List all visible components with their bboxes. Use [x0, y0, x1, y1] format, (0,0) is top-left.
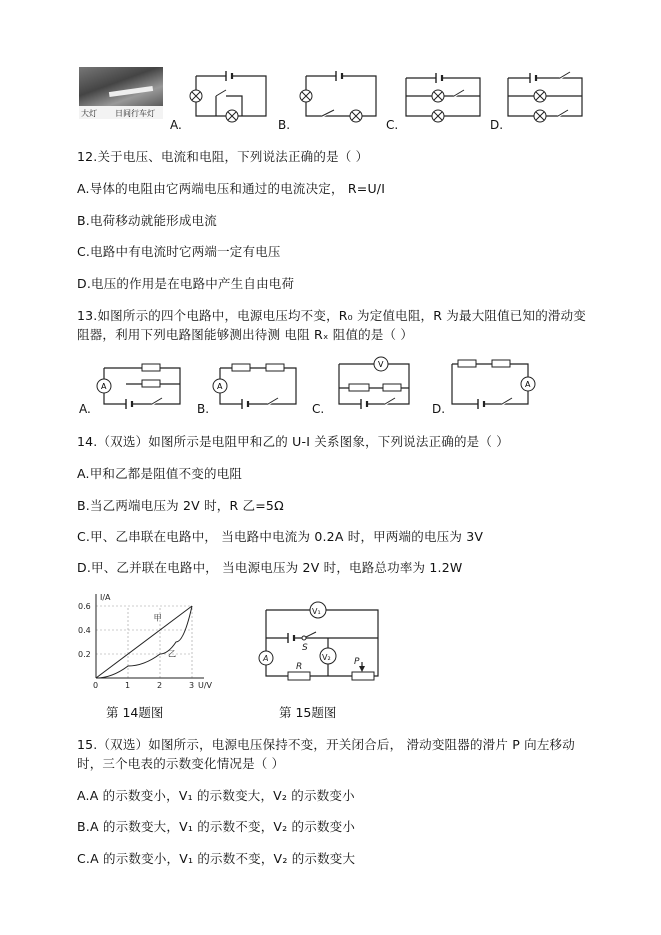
q13-stem-line1: 13.如图所示的四个电路中，电源电压均不变，R₀ 为定值电阻，R 为最大阻值已知的滑动变: [77, 308, 587, 323]
q11-circuit-a: [182, 68, 272, 124]
q11-option-b-label: B.: [278, 118, 291, 132]
q13-option-c-label: C.: [312, 402, 325, 416]
x-tick-label: 0: [93, 681, 99, 690]
x-tick-label: 1: [125, 681, 131, 690]
series-label-yi: 乙: [168, 649, 176, 659]
q15-option-b: B.A 的示数变大，V₁ 的示数不变，V₂ 的示数变小: [77, 819, 356, 834]
q11-option-c-label: C.: [386, 118, 399, 132]
q14-option-c: C.甲、乙串联在电路中， 当电路中电流为 0.2A 时，甲两端的电压为 3V: [77, 529, 484, 544]
q13-option-b-label: B.: [197, 402, 210, 416]
q13-circuit-d: [442, 356, 538, 412]
q15-stem-line2: 时，三个电表的示数变化情况是（ ）: [77, 756, 285, 771]
q13-circuit-c: [325, 356, 417, 412]
q12-option-a: A.导体的电阻由它两端电压和通过的电流决定， R=U/I: [77, 181, 386, 196]
q15-option-c: C.A 的示数变小，V₁ 的示数不变，V₂ 的示数变大: [77, 851, 356, 866]
svg-text:V: V: [378, 360, 384, 369]
q13-stem-line2: 阻器，利用下列电路图能够测出待测 电阻 Rₓ 阻值的是（ ）: [77, 327, 414, 342]
q11-option-d-label: D.: [490, 118, 504, 132]
fig15-v2-label: V₂: [322, 653, 331, 662]
q13-circuit-b: [208, 362, 300, 412]
q15-option-a: A.A 的示数变小，V₁ 的示数变大，V₂ 的示数变小: [77, 788, 355, 803]
q12-stem: 12.关于电压、电流和电阻，下列说法正确的是（ ）: [77, 149, 369, 164]
y-tick-label: 0.6: [78, 602, 91, 611]
fig15-caption: 第 15题图: [279, 705, 337, 720]
photo-caption-right: 日间行车灯: [115, 109, 155, 118]
q14-option-d: D.甲、乙并联在电路中， 当电源电压为 2V 时，电路总功率为 1.2W: [77, 560, 463, 575]
q11-circuit-c: [398, 64, 488, 126]
q11-circuit-b: [292, 68, 382, 124]
q13-option-a-label: A.: [79, 402, 91, 416]
svg-text:A: A: [525, 380, 531, 389]
q14-option-a: A.甲和乙都是阻值不变的电阻: [77, 466, 243, 481]
q11-circuit-d: [500, 64, 590, 126]
q13-circuit-a: [92, 362, 184, 412]
svg-text:A: A: [217, 382, 223, 391]
y-tick-label: 0.2: [78, 650, 91, 659]
x-tick-label: 2: [157, 681, 163, 690]
q11-option-a-label: A.: [170, 118, 182, 132]
q14-option-b: B.当乙两端电压为 2V 时，R 乙=5Ω: [77, 498, 284, 513]
fig15-s-label: S: [302, 643, 308, 653]
y-tick-label: 0.4: [78, 626, 91, 635]
q12-option-d: D.电压的作用是在电路中产生自由电荷: [77, 276, 295, 291]
x-axis-label: U/V: [198, 681, 213, 690]
fig15-v1-label: V₁: [312, 607, 321, 616]
series-label-jia: 甲: [153, 613, 162, 623]
q13-option-d-label: D.: [432, 402, 446, 416]
q12-option-b: B.电荷移动就能形成电流: [77, 213, 217, 228]
fig15-a-label: A: [263, 654, 269, 663]
ui-chart: [72, 590, 222, 690]
fig14-caption: 第 14题图: [106, 705, 164, 720]
x-tick-label: 3: [189, 681, 195, 690]
q14-stem: 14.（双选）如图所示是电阻甲和乙的 U-I 关系图象，下列说法正确的是（ ）: [77, 434, 509, 449]
photo-caption-left: 大灯: [81, 109, 97, 118]
car-photo: [79, 67, 163, 119]
q12-option-c: C.电路中有电流时它两端一定有电压: [77, 244, 281, 259]
fig15-p-label: P: [354, 657, 360, 667]
q15-stem-line1: 15.（双选）如图所示，电源电压保持不变，开关闭合后， 滑动变阻器的滑片 P 向左移动: [77, 737, 575, 752]
y-axis-label: I/A: [100, 593, 111, 602]
svg-text:A: A: [101, 382, 107, 391]
fig15-circuit: [254, 598, 384, 690]
fig15-r-label: R: [296, 662, 303, 672]
